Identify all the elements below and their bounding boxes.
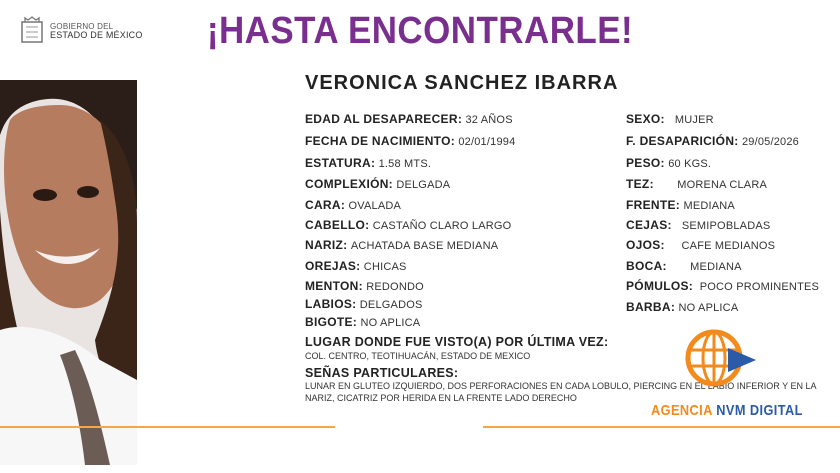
field-value: 29/05/2026 [741,136,799,148]
field-value: POCO PROMINENTES [699,281,820,293]
marks-label: SEÑAS PARTICULARES: [305,366,459,380]
field-label: BIGOTE: [305,315,358,329]
field-mouth [626,259,742,273]
field-value: 32 AÑOS [465,114,513,126]
field-value: SEMIPOBLADAS [681,220,771,232]
field-value: 02/01/1994 [458,136,516,148]
field-forehead [626,198,735,212]
field-label: BOCA: [626,259,667,273]
field-label: SEXO: [626,112,665,126]
field-value: MEDIANA [690,261,742,273]
field-sex [626,112,714,126]
field-weight [626,156,711,170]
field-birthdate [305,134,515,148]
field-label: F. DESAPARICIÓN: [626,134,739,148]
field-label: EDAD AL DESAPARECER: [305,112,463,126]
field-mustache [305,315,420,329]
field-label: OREJAS: [305,259,361,273]
field-value: ACHATADA BASE MEDIANA [350,240,499,252]
agency-name [651,402,803,419]
field-value: CHICAS [363,261,407,273]
globe-play-icon [680,322,760,394]
field-nose [305,238,498,252]
agency-name-part-1: AGENCIA [651,402,717,419]
field-value: CASTAÑO CLARO LARGO [372,220,512,232]
field-label: LABIOS: [305,297,357,311]
field-disappearance-date [626,134,799,148]
field-value: NO APLICA [360,317,421,329]
gov-line-2: ESTADO DE MÉXICO [50,30,143,40]
field-chin [305,279,424,293]
field-build [305,177,450,191]
field-lips [305,297,423,311]
field-ears [305,259,407,273]
field-value: MORENA CLARA [677,179,768,191]
marks-value: LUNAR EN GLUTEO IZQUIERDO, DOS PERFORACIONES EN CADA LOBULO, PIERCING EN EL LABIO INFERIOR Y EN LA NARIZ, CICATRIZ POR HERIDA EN LA FRENTE LADO DERECHO [305,381,816,403]
field-value: 60 KGS. [668,158,712,170]
field-skin [626,177,767,191]
field-value: 1.58 MTS. [378,158,432,170]
field-label: PÓMULOS: [626,279,694,293]
field-eyes [626,238,775,252]
agency-globe-logo [680,322,760,394]
last-seen-value: COL. CENTRO, TEOTIHUACÁN, ESTADO DE MEXICO [305,351,531,361]
field-label: CEJAS: [626,218,672,232]
field-face [305,198,401,212]
field-label: TEZ: [626,177,654,191]
field-value: OVALADA [348,200,402,212]
field-label: MENTON: [305,279,363,293]
field-value: MUJER [674,114,714,126]
field-value: REDONDO [366,281,424,293]
field-label: OJOS: [626,238,665,252]
field-label: FRENTE: [626,198,681,212]
field-label: CARA: [305,198,346,212]
last-seen-label: LUGAR DONDE FUE VISTO(A) POR ÚLTIMA VEZ: [305,335,609,349]
divider-right [483,426,840,428]
field-hair [305,218,511,232]
field-value: CAFE MEDIANOS [681,240,776,252]
field-label: NARIZ: [305,238,348,252]
headline: ¡HASTA ENCONTRARLE! [206,10,634,52]
field-value: DELGADOS [359,299,423,311]
field-eyebrows [626,218,770,232]
field-age [305,112,513,126]
field-label: PESO: [626,156,665,170]
field-label: COMPLEXIÓN: [305,177,393,191]
divider-left [0,426,335,428]
field-height [305,156,431,170]
field-label: BARBA: [626,300,676,314]
person-name: VERONICA SANCHEZ IBARRA [305,72,619,94]
field-label: FECHA DE NACIMIENTO: [305,134,455,148]
gov-line-1: GOBIERNO DEL [50,22,114,31]
field-beard [626,300,738,314]
field-label: ESTATURA: [305,156,376,170]
missing-person-photo [0,80,137,465]
agency-name-part-2: NVM DIGITAL [716,402,803,419]
field-value: NO APLICA [678,302,739,314]
field-label: CABELLO: [305,218,370,232]
field-value: DELGADA [396,179,451,191]
field-cheekbones [626,279,819,293]
field-value: MEDIANA [683,200,735,212]
